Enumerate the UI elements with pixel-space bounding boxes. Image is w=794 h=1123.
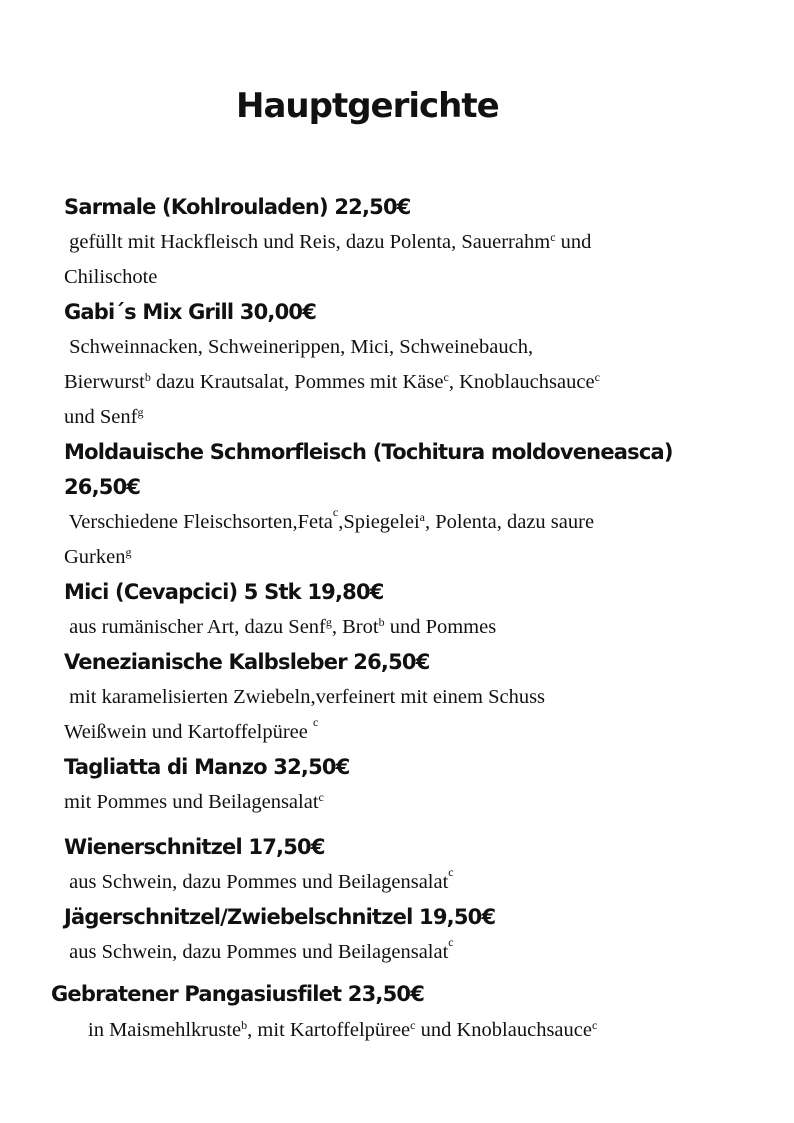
allergen-mark: c — [332, 505, 339, 519]
description-text: ,Spiegelei — [338, 511, 420, 533]
description-line — [64, 365, 600, 400]
allergen-mark: c — [591, 1018, 598, 1032]
allergen-mark: c — [313, 715, 319, 729]
dish-name: Sarmale (Kohlrouladen) 22,50€ — [64, 195, 411, 219]
description-text: mit Pommes und Beilagensalat — [64, 791, 319, 813]
allergen-mark: c — [448, 865, 454, 879]
allergen-mark: c — [594, 370, 600, 384]
description-text: und Pommes — [384, 616, 497, 638]
dish-description — [64, 865, 454, 900]
description-text: in Maismehlkruste — [88, 1019, 242, 1041]
page-title: Hauptgerichte — [236, 86, 499, 126]
description-text: , Knoblauchsauce — [448, 371, 595, 393]
dish-name: Venezianische Kalbsleber 26,50€ — [64, 650, 430, 674]
description-text: Bierwurst — [64, 371, 145, 393]
dish-description — [88, 1013, 597, 1048]
description-text: dazu Krautsalat, Pommes mit Käse — [150, 371, 444, 393]
dish-description — [64, 680, 545, 750]
dish-name: Wienerschnitzel 17,50€ — [64, 835, 325, 859]
description-line — [64, 865, 454, 900]
description-text: aus Schwein, dazu Pommes und Beilagensalat — [64, 941, 449, 963]
allergen-mark: c — [443, 370, 449, 384]
dish-name: Gabi´s Mix Grill 30,00€ — [64, 300, 317, 324]
dish-description — [64, 330, 600, 435]
allergen-mark: c — [318, 790, 324, 804]
dish-name: Tagliatta di Manzo 32,50€ — [64, 755, 350, 779]
description-line — [64, 680, 545, 715]
dish-description — [64, 225, 591, 295]
dish-description — [64, 610, 496, 645]
description-text: aus Schwein, dazu Pommes und Beilagensalat — [64, 871, 449, 893]
description-line — [64, 540, 594, 575]
description-line — [64, 330, 600, 365]
description-line — [64, 400, 600, 435]
description-text: , Polenta, dazu saure — [424, 511, 595, 533]
allergen-mark: g — [137, 405, 144, 419]
description-text: aus rumänischer Art, dazu Senf — [64, 616, 326, 638]
allergen-mark: b — [144, 370, 151, 384]
description-text: , mit Kartoffelpüree — [247, 1019, 411, 1041]
description-line — [64, 715, 545, 750]
allergen-mark: c — [410, 1018, 416, 1032]
description-text: und — [555, 231, 592, 253]
dish-name: Moldauische Schmorfleisch (Tochitura moldoveneasca) 26,50€ — [64, 440, 673, 499]
dish-description — [64, 785, 324, 820]
description-line — [64, 935, 454, 970]
allergen-mark: b — [241, 1018, 248, 1032]
description-line — [64, 225, 591, 260]
dish-name: Jägerschnitzel/Zwiebelschnitzel 19,50€ — [64, 905, 496, 929]
description-text: und Senf — [64, 406, 138, 428]
allergen-mark: c — [448, 935, 454, 949]
dish-description — [64, 935, 454, 970]
description-line — [64, 610, 496, 645]
description-text: Schweinnacken, Schweinerippen, Mici, Schweinebauch, — [64, 336, 534, 358]
dish-name: Gebratener Pangasiusfilet 23,50€ — [51, 982, 425, 1006]
dish-name: Mici (Cevapcici) 5 Stk 19,80€ — [64, 580, 384, 604]
allergen-mark: a — [419, 510, 425, 524]
description-line — [88, 1013, 597, 1048]
description-text: Weißwein und Kartoffelpüree — [64, 721, 314, 743]
description-text: Chilischote — [64, 266, 158, 288]
description-text: gefüllt mit Hackfleisch und Reis, dazu Polenta, Sauerrahm — [64, 231, 551, 253]
allergen-mark: g — [125, 545, 132, 559]
description-text: mit karamelisierten Zwiebeln,verfeinert mit einem Schuss — [64, 686, 546, 708]
dish-description — [64, 505, 594, 575]
allergen-mark: g — [325, 615, 332, 629]
description-line — [64, 260, 591, 295]
allergen-mark: c — [550, 230, 556, 244]
description-text: Verschiedene Fleischsorten,Feta — [64, 511, 333, 533]
description-line — [64, 785, 324, 820]
description-text: und Knoblauchsauce — [415, 1019, 592, 1041]
description-text: Gurken — [64, 546, 126, 568]
description-text: , Brot — [331, 616, 379, 638]
description-line — [64, 505, 594, 540]
allergen-mark: b — [378, 615, 385, 629]
